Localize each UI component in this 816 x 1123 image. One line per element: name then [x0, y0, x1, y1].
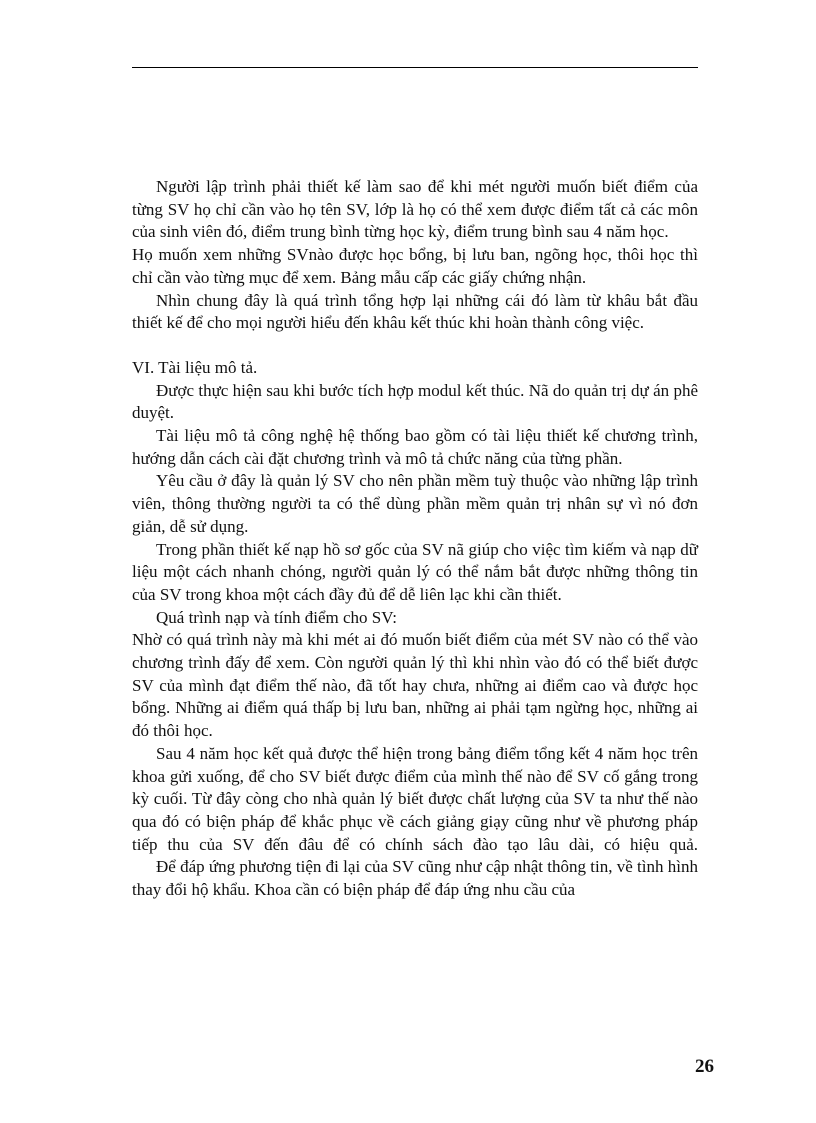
page-number: 26	[695, 1056, 714, 1077]
paragraph: Tài liệu mô tả công nghệ hệ thống bao gồm có tài liệu thiết kế chương trình, hướng dẫn cách cài đặt chương trình và mô tả chức năng của từng phần.	[132, 426, 698, 468]
paragraph: Quá trình nạp và tính điểm cho SV:	[156, 607, 397, 627]
paragraph: Họ muốn xem những SVnào được học bổng, bị lưu ban, ngõng học, thôi học thì chỉ cần vào từng mục để xem. Bảng mẫu cấp các giấy chứng nhận.	[132, 245, 698, 287]
paragraph: Nhìn chung đây là quá trình tổng hợp lại những cái đó làm từ khâu bắt đầu thiết kế để cho mọi người hiểu đến khâu kết thúc khi hoàn thành công việc.	[132, 290, 698, 333]
paragraph: Được thực hiện sau khi bước tích hợp modul kết thúc. Nã do quản trị dự án phê duyệt.	[132, 380, 698, 423]
paragraph: Yêu cầu ở đây là quản lý SV cho nên phần mềm tuỳ thuộc vào những lập trình viên, thông thường người ta có thể dùng phần mềm quản trị nhân sự vì nó đơn giản, dễ sử dụng.	[132, 471, 698, 536]
body-text	[132, 176, 698, 902]
paragraph: Người lập trình phải thiết kế làm sao để khi mét người muốn biết điểm của từng SV họ chỉ cần vào họ tên SV, lớp là họ có thể xem được điểm tất cả các môn của sinh viên đó, điểm trung bình từng học kỳ, điểm trung bình sau 4 năm học.	[132, 177, 698, 242]
paragraph: Nhờ có quá trình này mà khi mét ai đó muốn biết điểm của mét SV nào có thể vào chương trình đấy để xem. Còn người quản lý thì khi nhìn vào đó có thể biết được SV của mình đạt điểm thế nào, đã tốt hay chưa, những ai điểm cao và được học bổng. Những ai điểm quá thấp bị lưu ban, những ai phải tạm ngừng học, những ai đó thôi học.	[132, 630, 698, 741]
paragraph: Để đáp ứng phương tiện đi lại của SV cũng như cập nhật thông tin, về tình hình thay đổi hộ khẩu. Khoa cần có biện pháp để đáp ứng nhu cầu của	[132, 857, 698, 900]
paragraph: Trong phần thiết kế nạp hồ sơ gốc của SV nã giúp cho việc tìm kiếm và nạp dữ liệu một cách nhanh chóng, người quản lý có thể nắm bắt được những thông tin của SV trong khoa một cách đầy đủ để dễ liên lạc khi cần thiết.	[132, 539, 698, 604]
paragraph: Sau 4 năm học kết quả được thể hiện trong bảng điểm tổng kết 4 năm học trên khoa gửi xuống, để cho SV biết được điểm của mình thế nào để SV cố gắng trong kỳ cuối. Từ đây còng cho nhà quản lý biết được chất lượng của SV ta như thế nào qua đó có biện pháp để khắc phục về cách giảng giạy cũng như về phương pháp tiếp thu của SV đến đâu để có chính sách đào tạo lâu dài, có hiệu quả.	[132, 743, 698, 854]
header-rule	[132, 67, 698, 68]
section-heading: VI. Tài liệu mô tả.	[132, 357, 258, 377]
